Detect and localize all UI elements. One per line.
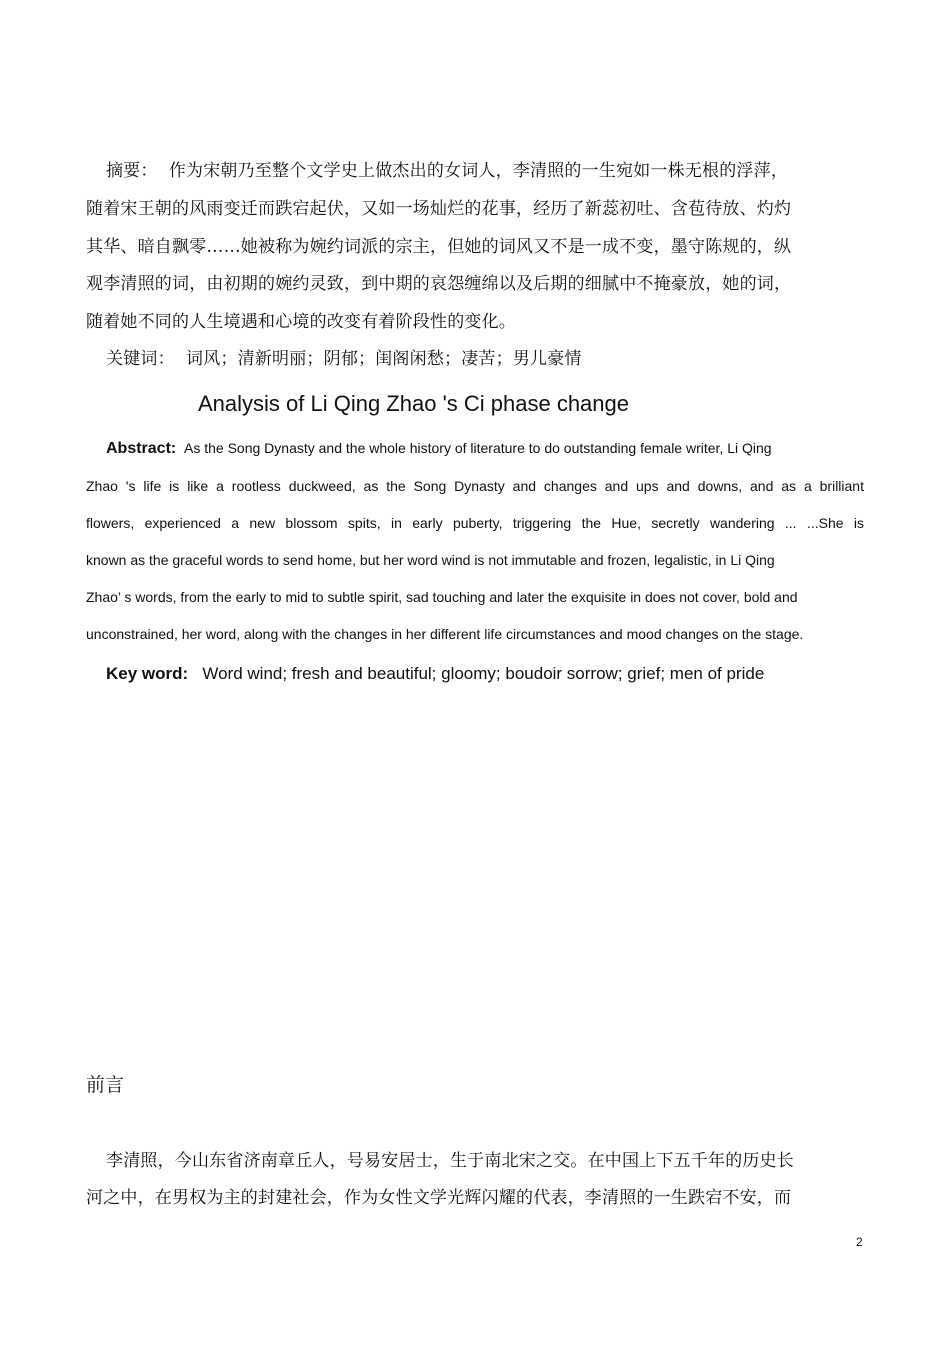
keywords-zh-label: 关键词： <box>106 349 175 369</box>
preface-line-2: 河之中，在男权为主的封建社会，作为女性文学光辉闪耀的代表，李清照的一生跌宕不安，而 <box>86 1188 792 1208</box>
abstract-en-text: As the Song Dynasty and the whole history of literature to do outstanding female writer, Li Qing <box>184 440 772 456</box>
abstract-en-line-1 <box>106 438 772 459</box>
keywords-zh-value: 词风；清新明丽；阴郁；闺阁闲愁；凄苦；男儿豪情 <box>186 349 582 369</box>
abstract-zh-line-3: 其华、暗自飘零……她被称为婉约词派的宗主，但她的词风又不是一成不变，墨守陈规的，纵 <box>86 237 792 257</box>
abstract-en-line-5: Zhao’ s words, from the early to mid to subtle spirit, sad touching and later the exquisite in does not cover, bold and <box>86 589 798 605</box>
abstract-en-label: Abstract: <box>106 440 177 457</box>
keywords-zh <box>106 348 582 370</box>
preface-heading: 前言 <box>86 1074 125 1096</box>
keywords-en <box>106 662 764 686</box>
abstract-en-line-4: known as the graceful words to send home, but her word wind is not immutable and frozen, legalistic, in Li Qing <box>86 552 775 568</box>
abstract-en-line-3: flowers, experienced a new blossom spits, in early puberty, triggering the Hue, secretly wandering ... ...She is <box>86 515 864 531</box>
abstract-zh-line-4: 观李清照的词，由初期的婉约灵致，到中期的哀怨缠绵以及后期的细腻中不掩豪放，她的词， <box>86 274 792 294</box>
preface-line-1: 李清照，今山东省济南章丘人，号易安居士，生于南北宋之交。在中国上下五千年的历史长 <box>106 1151 794 1171</box>
english-title: Analysis of Li Qing Zhao 's Ci phase change <box>198 391 629 416</box>
keywords-en-label: Key word: <box>106 664 189 683</box>
page-number: 2 <box>856 1235 863 1249</box>
abstract-zh-label: 摘要： <box>106 161 158 181</box>
keywords-en-value: Word wind; fresh and beautiful; gloomy; boudoir sorrow; grief; men of pride <box>202 664 765 683</box>
abstract-en-line-2: Zhao 's life is like a rootless duckweed, as the Song Dynasty and changes and ups and downs, and as a brilliant <box>86 478 864 494</box>
abstract-zh-line-2: 随着宋王朝的风雨变迁而跌宕起伏，又如一场灿烂的花事，经历了新蕊初吐、含苞待放、灼灼 <box>86 199 792 219</box>
abstract-zh-line-5: 随着她不同的人生境遇和心境的改变有着阶段性的变化。 <box>86 312 516 332</box>
abstract-zh-text: 作为宋朝乃至整个文学史上做杰出的女词人，李清照的一生宛如一株无根的浮萍， <box>168 161 789 181</box>
abstract-en-line-6: unconstrained, her word, along with the changes in her different life circumstances and mood changes on the stage. <box>86 626 804 642</box>
abstract-zh-line-1 <box>106 160 788 182</box>
